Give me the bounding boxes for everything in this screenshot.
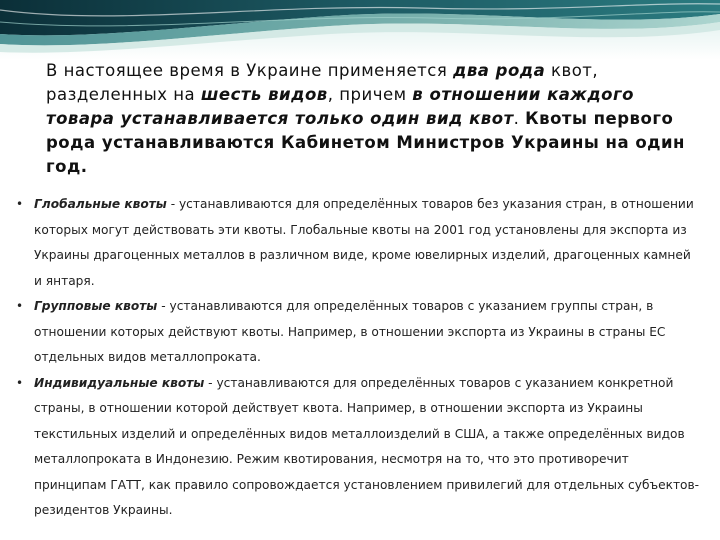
list-item-term: Глобальные квоты xyxy=(34,197,167,211)
intro-emphasis-six-types: шесть видов xyxy=(200,85,328,104)
list-item-term: Индивидуальные квоты xyxy=(34,375,205,390)
quota-types-list xyxy=(12,192,702,524)
list-item xyxy=(12,294,702,371)
intro-text-2: квот, разделенных на xyxy=(46,61,599,104)
decorative-wave-banner xyxy=(0,0,720,60)
list-item-text: - устанавливаются для определённых товаров с указанием группы стран, в отношении которых действуют квоты. Например, в отношении экспорта из Украины в страны ЕС отдельных видов металлопроката. xyxy=(34,299,666,364)
list-item xyxy=(12,371,702,524)
list-item-text: - устанавливаются для определённых товаров с указанием конкретной страны, в отношении которой действует квота. Например, в отношении экспорта из Украины текстильных изделий и определённых видов металлоизделий в США, а также определённых видов металлопроката в Индонезию. Режим квотирования, несмотря на то, что это противоречит принципам ГАТТ, как правило сопровождается установлением привилегий для отдельных субъектов-резидентов Украины. xyxy=(34,375,700,517)
bullet-icon: • xyxy=(16,375,24,390)
wave-graphic xyxy=(0,0,720,60)
intro-emphasis-one-type: в отношении каждого товара устанавливается только один вид квот xyxy=(46,85,634,128)
intro-text-3: , причем xyxy=(327,85,413,104)
intro-bold-statement: Квоты первого рода устанавливаются Кабинетом Министров Украины на один год. xyxy=(46,109,685,176)
list-item xyxy=(12,192,702,294)
list-item-term: Групповые квоты xyxy=(34,299,158,313)
intro-emphasis-two-kinds: два рода xyxy=(453,61,546,80)
intro-text-4: . xyxy=(513,109,520,128)
bullet-icon: • xyxy=(16,197,24,211)
list-item-text: - устанавливаются для определённых товаров без указания стран, в отношении которых могут действовать эти квоты. Глобальные квоты на 2001 год установлены для экспорта из Украины драгоценных металлов в различном виде, кроме ювелирных изделий, драгоценных камней и янтаря. xyxy=(34,197,694,288)
bullet-icon: • xyxy=(16,299,24,313)
intro-text-1: В настоящее время в Украине применяется xyxy=(46,61,454,80)
intro-paragraph xyxy=(46,59,686,179)
